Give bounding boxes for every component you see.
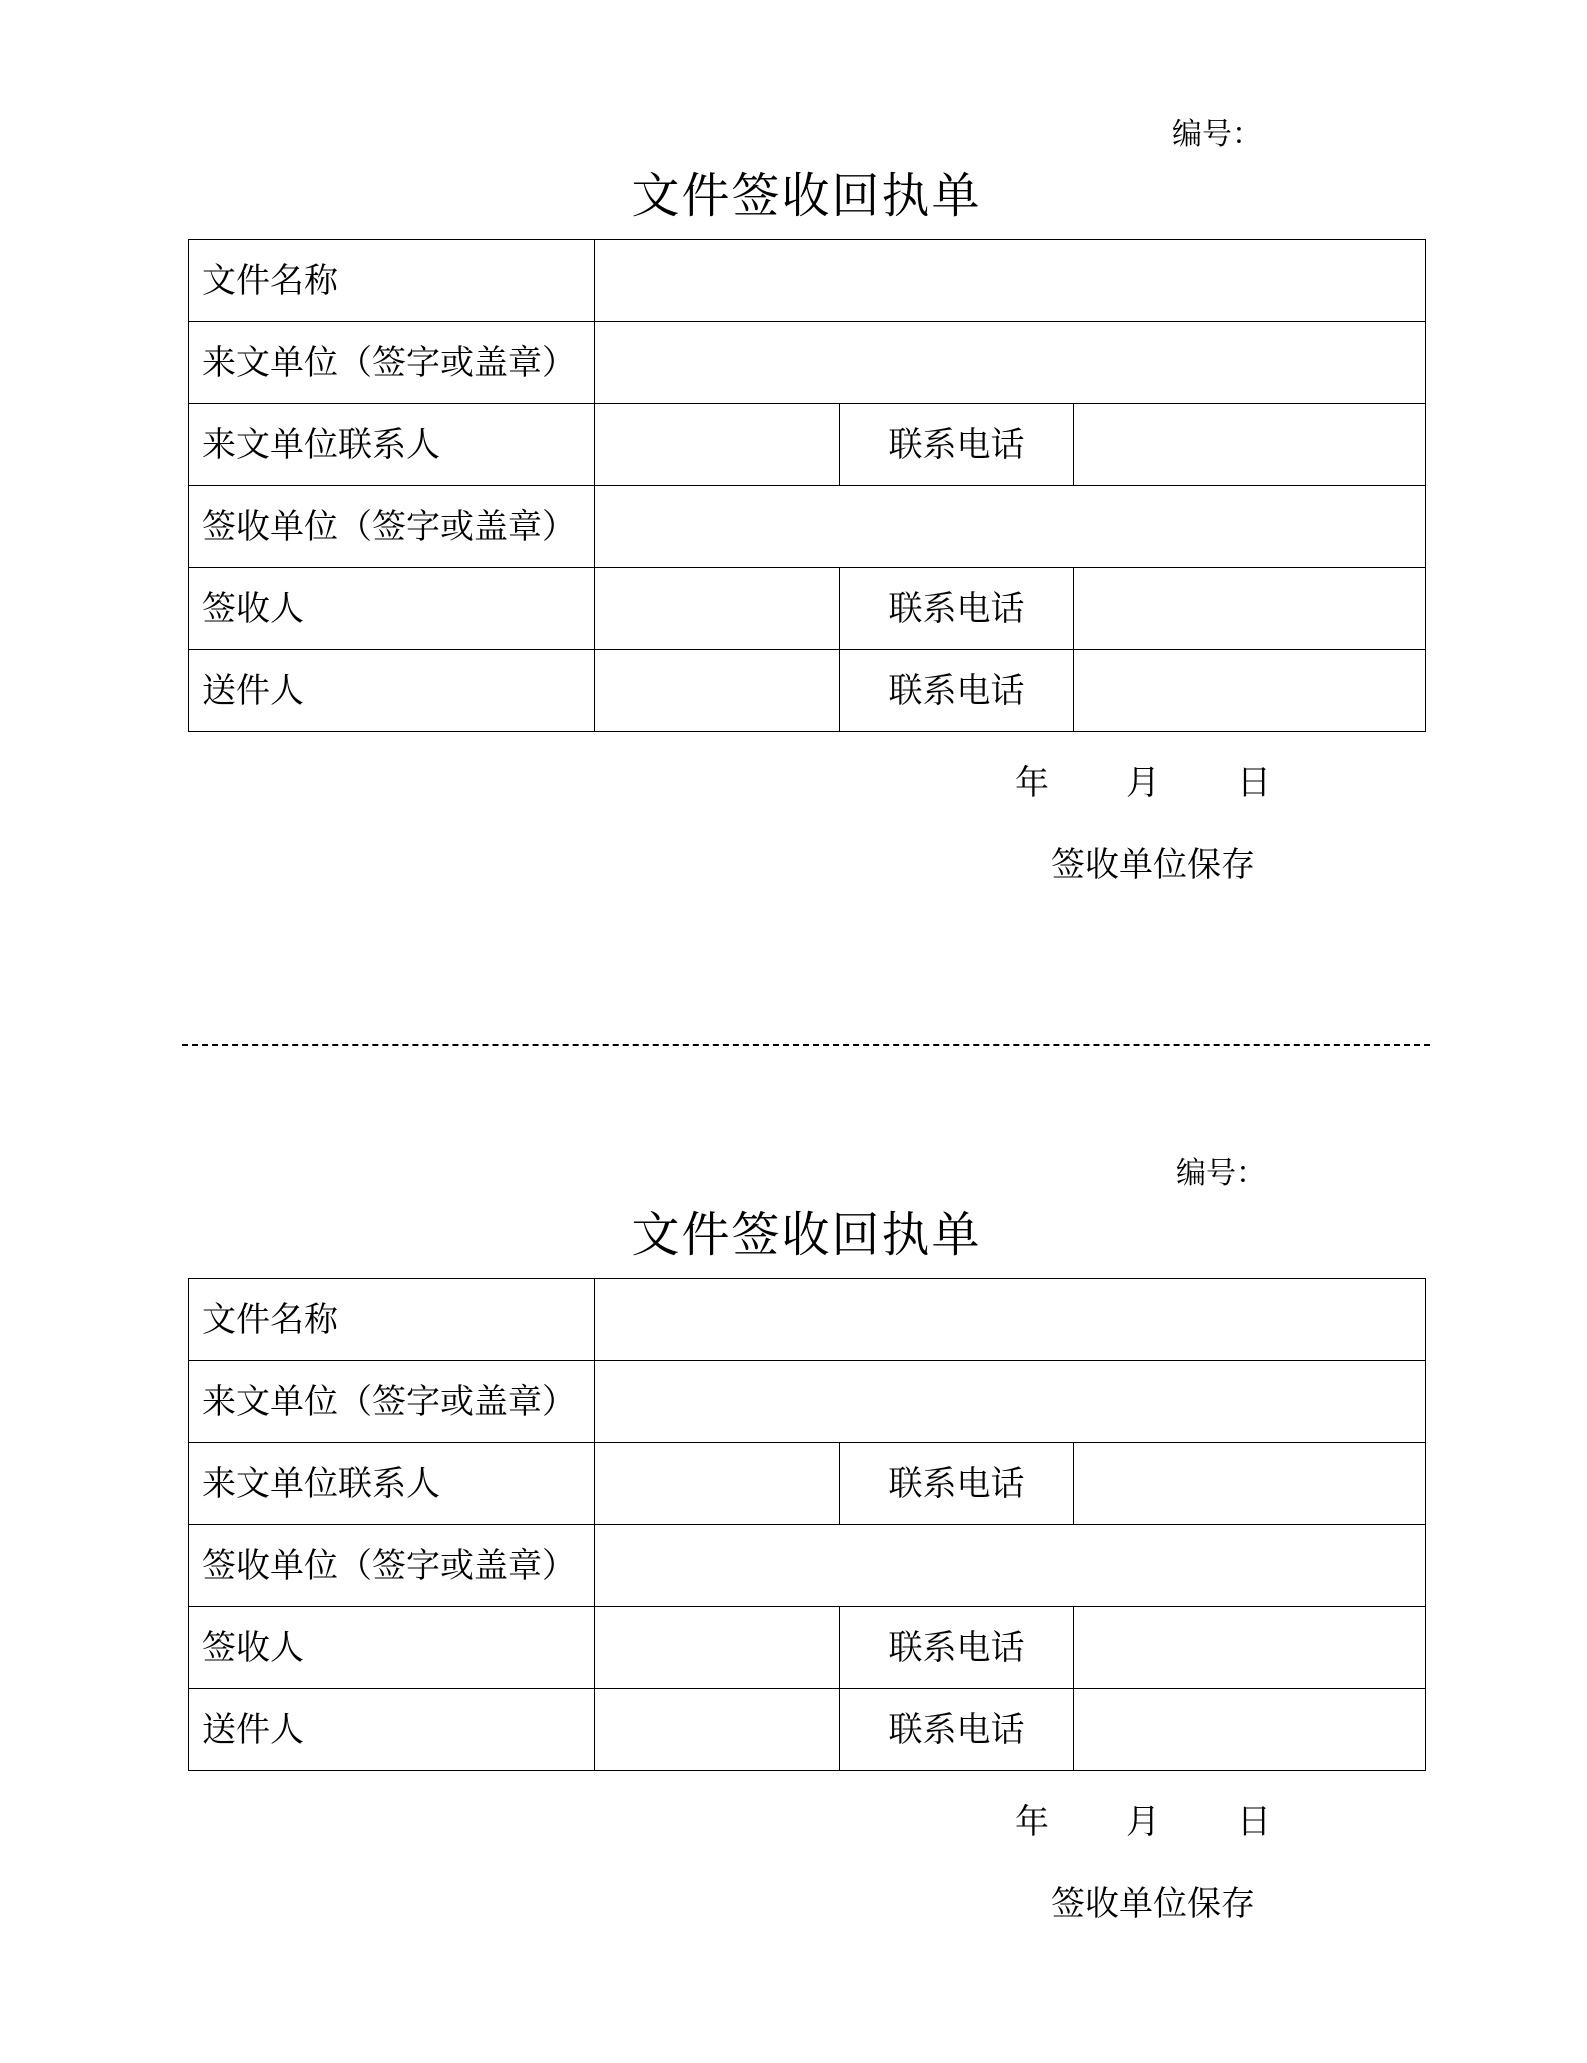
table-row-sender-contact [189, 1443, 1426, 1525]
sender-contact-field[interactable] [595, 404, 840, 486]
receiver-unit-field[interactable] [595, 1525, 1426, 1607]
table-row-courier [189, 1689, 1426, 1771]
receiver-phone-label: 联系电话 [840, 568, 1074, 650]
date-day-label: 日 [1237, 763, 1271, 803]
receiver-phone-label: 联系电话 [840, 1607, 1074, 1689]
table-row-receiver-person [189, 568, 1426, 650]
courier-phone-field[interactable] [1074, 650, 1426, 732]
receiver-unit-label: 签收单位（签字或盖章） [189, 1525, 595, 1607]
sender-unit-label: 来文单位（签字或盖章） [189, 1361, 595, 1443]
date-month-label: 月 [1126, 1802, 1160, 1842]
form-title: 文件签收回执单 [631, 168, 982, 224]
courier-label: 送件人 [189, 1689, 595, 1771]
file-name-label: 文件名称 [189, 1279, 595, 1361]
file-name-label: 文件名称 [189, 240, 595, 322]
courier-field[interactable] [595, 650, 840, 732]
table-row-sender-unit [189, 1361, 1426, 1443]
date-month-label: 月 [1126, 763, 1160, 803]
table-row-courier [189, 650, 1426, 732]
table-row-file-name [189, 240, 1426, 322]
sender-contact-field[interactable] [595, 1443, 840, 1525]
file-name-field[interactable] [595, 240, 1426, 322]
table-row-file-name [189, 1279, 1426, 1361]
date-line [1015, 1800, 1271, 1844]
table-row-receiver-person [189, 1607, 1426, 1689]
courier-label: 送件人 [189, 650, 595, 732]
courier-field[interactable] [595, 1689, 840, 1771]
date-year-label: 年 [1015, 763, 1049, 803]
retention-note: 签收单位保存 [1051, 845, 1255, 885]
courier-phone-label: 联系电话 [840, 650, 1074, 732]
courier-phone-label: 联系电话 [840, 1689, 1074, 1771]
sender-phone-field[interactable] [1074, 1443, 1426, 1525]
table-row-sender-unit [189, 322, 1426, 404]
date-day-label: 日 [1237, 1802, 1271, 1842]
sender-unit-field[interactable] [595, 1361, 1426, 1443]
receipt-table [188, 1278, 1426, 1771]
receiver-unit-field[interactable] [595, 486, 1426, 568]
form-title: 文件签收回执单 [631, 1207, 982, 1263]
cut-line-divider [182, 1044, 1430, 1046]
table-row-sender-contact [189, 404, 1426, 486]
receiver-phone-field[interactable] [1074, 568, 1426, 650]
sender-contact-label: 来文单位联系人 [189, 404, 595, 486]
sender-unit-label: 来文单位（签字或盖章） [189, 322, 595, 404]
receiver-unit-label: 签收单位（签字或盖章） [189, 486, 595, 568]
table-row-receiver-unit [189, 1525, 1426, 1607]
receipt-table [188, 239, 1426, 732]
date-year-label: 年 [1015, 1802, 1049, 1842]
retention-note: 签收单位保存 [1051, 1884, 1255, 1924]
receiver-phone-field[interactable] [1074, 1607, 1426, 1689]
receiver-person-field[interactable] [595, 568, 840, 650]
receiver-person-label: 签收人 [189, 1607, 595, 1689]
receiver-person-label: 签收人 [189, 568, 595, 650]
serial-number-label: 编号： [1172, 117, 1262, 152]
sender-contact-label: 来文单位联系人 [189, 1443, 595, 1525]
sender-phone-label: 联系电话 [840, 404, 1074, 486]
sender-phone-label: 联系电话 [840, 1443, 1074, 1525]
receiver-person-field[interactable] [595, 1607, 840, 1689]
table-row-receiver-unit [189, 486, 1426, 568]
sender-phone-field[interactable] [1074, 404, 1426, 486]
date-line [1015, 761, 1271, 805]
file-name-field[interactable] [595, 1279, 1426, 1361]
serial-number-label: 编号： [1176, 1156, 1266, 1191]
courier-phone-field[interactable] [1074, 1689, 1426, 1771]
sender-unit-field[interactable] [595, 322, 1426, 404]
